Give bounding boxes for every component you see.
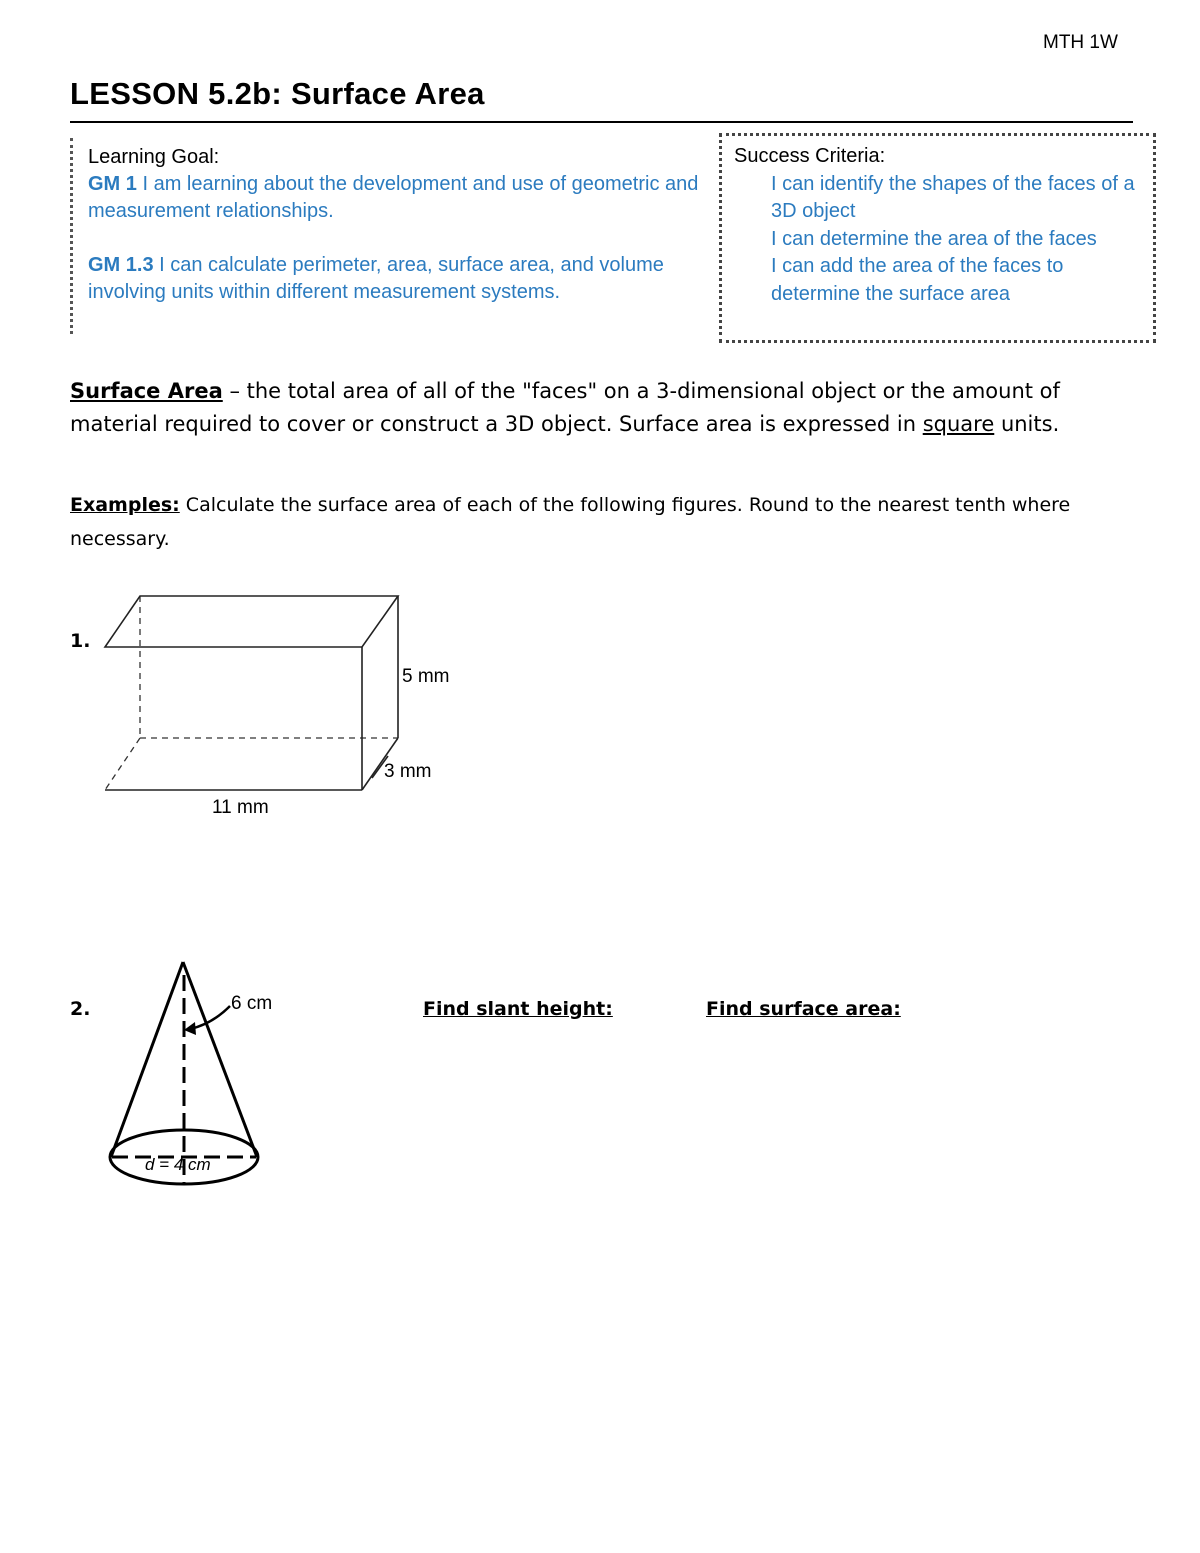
cone-side [183, 962, 257, 1157]
arrow-head-icon [184, 1022, 196, 1035]
rectangular-prism-figure [95, 585, 495, 825]
course-code: MTH 1W [1043, 32, 1118, 53]
criteria-text: I can add the area of the faces to determine the surface area [771, 255, 1064, 305]
examples-label: Examples: [70, 494, 180, 516]
criteria-item [734, 171, 1144, 226]
criteria-text: I can identify the shapes of the faces of a 3D object [771, 172, 1135, 222]
cone-diameter-label: d = 4 cm [145, 1155, 211, 1174]
learning-goal-heading: Learning Goal: [88, 146, 220, 168]
examples-text: Calculate the surface area of each of the following figures. Round to the nearest tenth where necessary. [70, 494, 1071, 550]
learning-goal-box [70, 138, 713, 334]
title-divider [70, 121, 1133, 123]
learning-goal-gm1-3 [88, 252, 703, 306]
cone-figure [100, 950, 300, 1190]
lesson-title: LESSON 5.2b: Surface Area [70, 76, 485, 111]
criteria-item [734, 253, 1144, 308]
problem-1-number: 1. [70, 630, 91, 652]
definition-text: – the total area of all of the "faces" on a 3-dimensional object or the amount of material required to cover or construct a 3D object. Surface area is expressed in [70, 379, 1060, 436]
find-surface-area-prompt: Find surface area: [706, 998, 901, 1020]
goal-code: GM 1 [88, 173, 137, 195]
length-label: 11 mm [212, 797, 269, 818]
height-arrow [190, 1006, 230, 1029]
hidden-edge [105, 738, 140, 790]
prism-top-face [105, 596, 398, 647]
success-criteria-heading: Success Criteria: [734, 145, 886, 167]
height-label: 5 mm [402, 666, 450, 687]
problem-2-number: 2. [70, 998, 91, 1020]
goal-text: I can calculate perimeter, area, surface area, and volume involving units within different measurement systems. [88, 254, 664, 303]
surface-area-definition [70, 375, 1140, 441]
examples-instructions [70, 488, 1140, 556]
cone-height-label: 6 cm [231, 993, 273, 1014]
criteria-text: I can determine the area of the faces [771, 227, 1097, 250]
criteria-item [734, 226, 1144, 254]
goal-text: I am learning about the development and use of geometric and measurement relationships. [88, 173, 699, 222]
learning-goal-gm1 [88, 171, 703, 225]
definition-text-end: units. [994, 412, 1060, 436]
definition-term: Surface Area [70, 379, 223, 403]
depth-label: 3 mm [384, 761, 432, 782]
success-criteria-box [719, 133, 1156, 343]
goal-code: GM 1.3 [88, 254, 154, 276]
cone-side [111, 962, 183, 1157]
definition-emphasis: square [922, 412, 995, 436]
find-slant-height-prompt: Find slant height: [423, 998, 613, 1020]
